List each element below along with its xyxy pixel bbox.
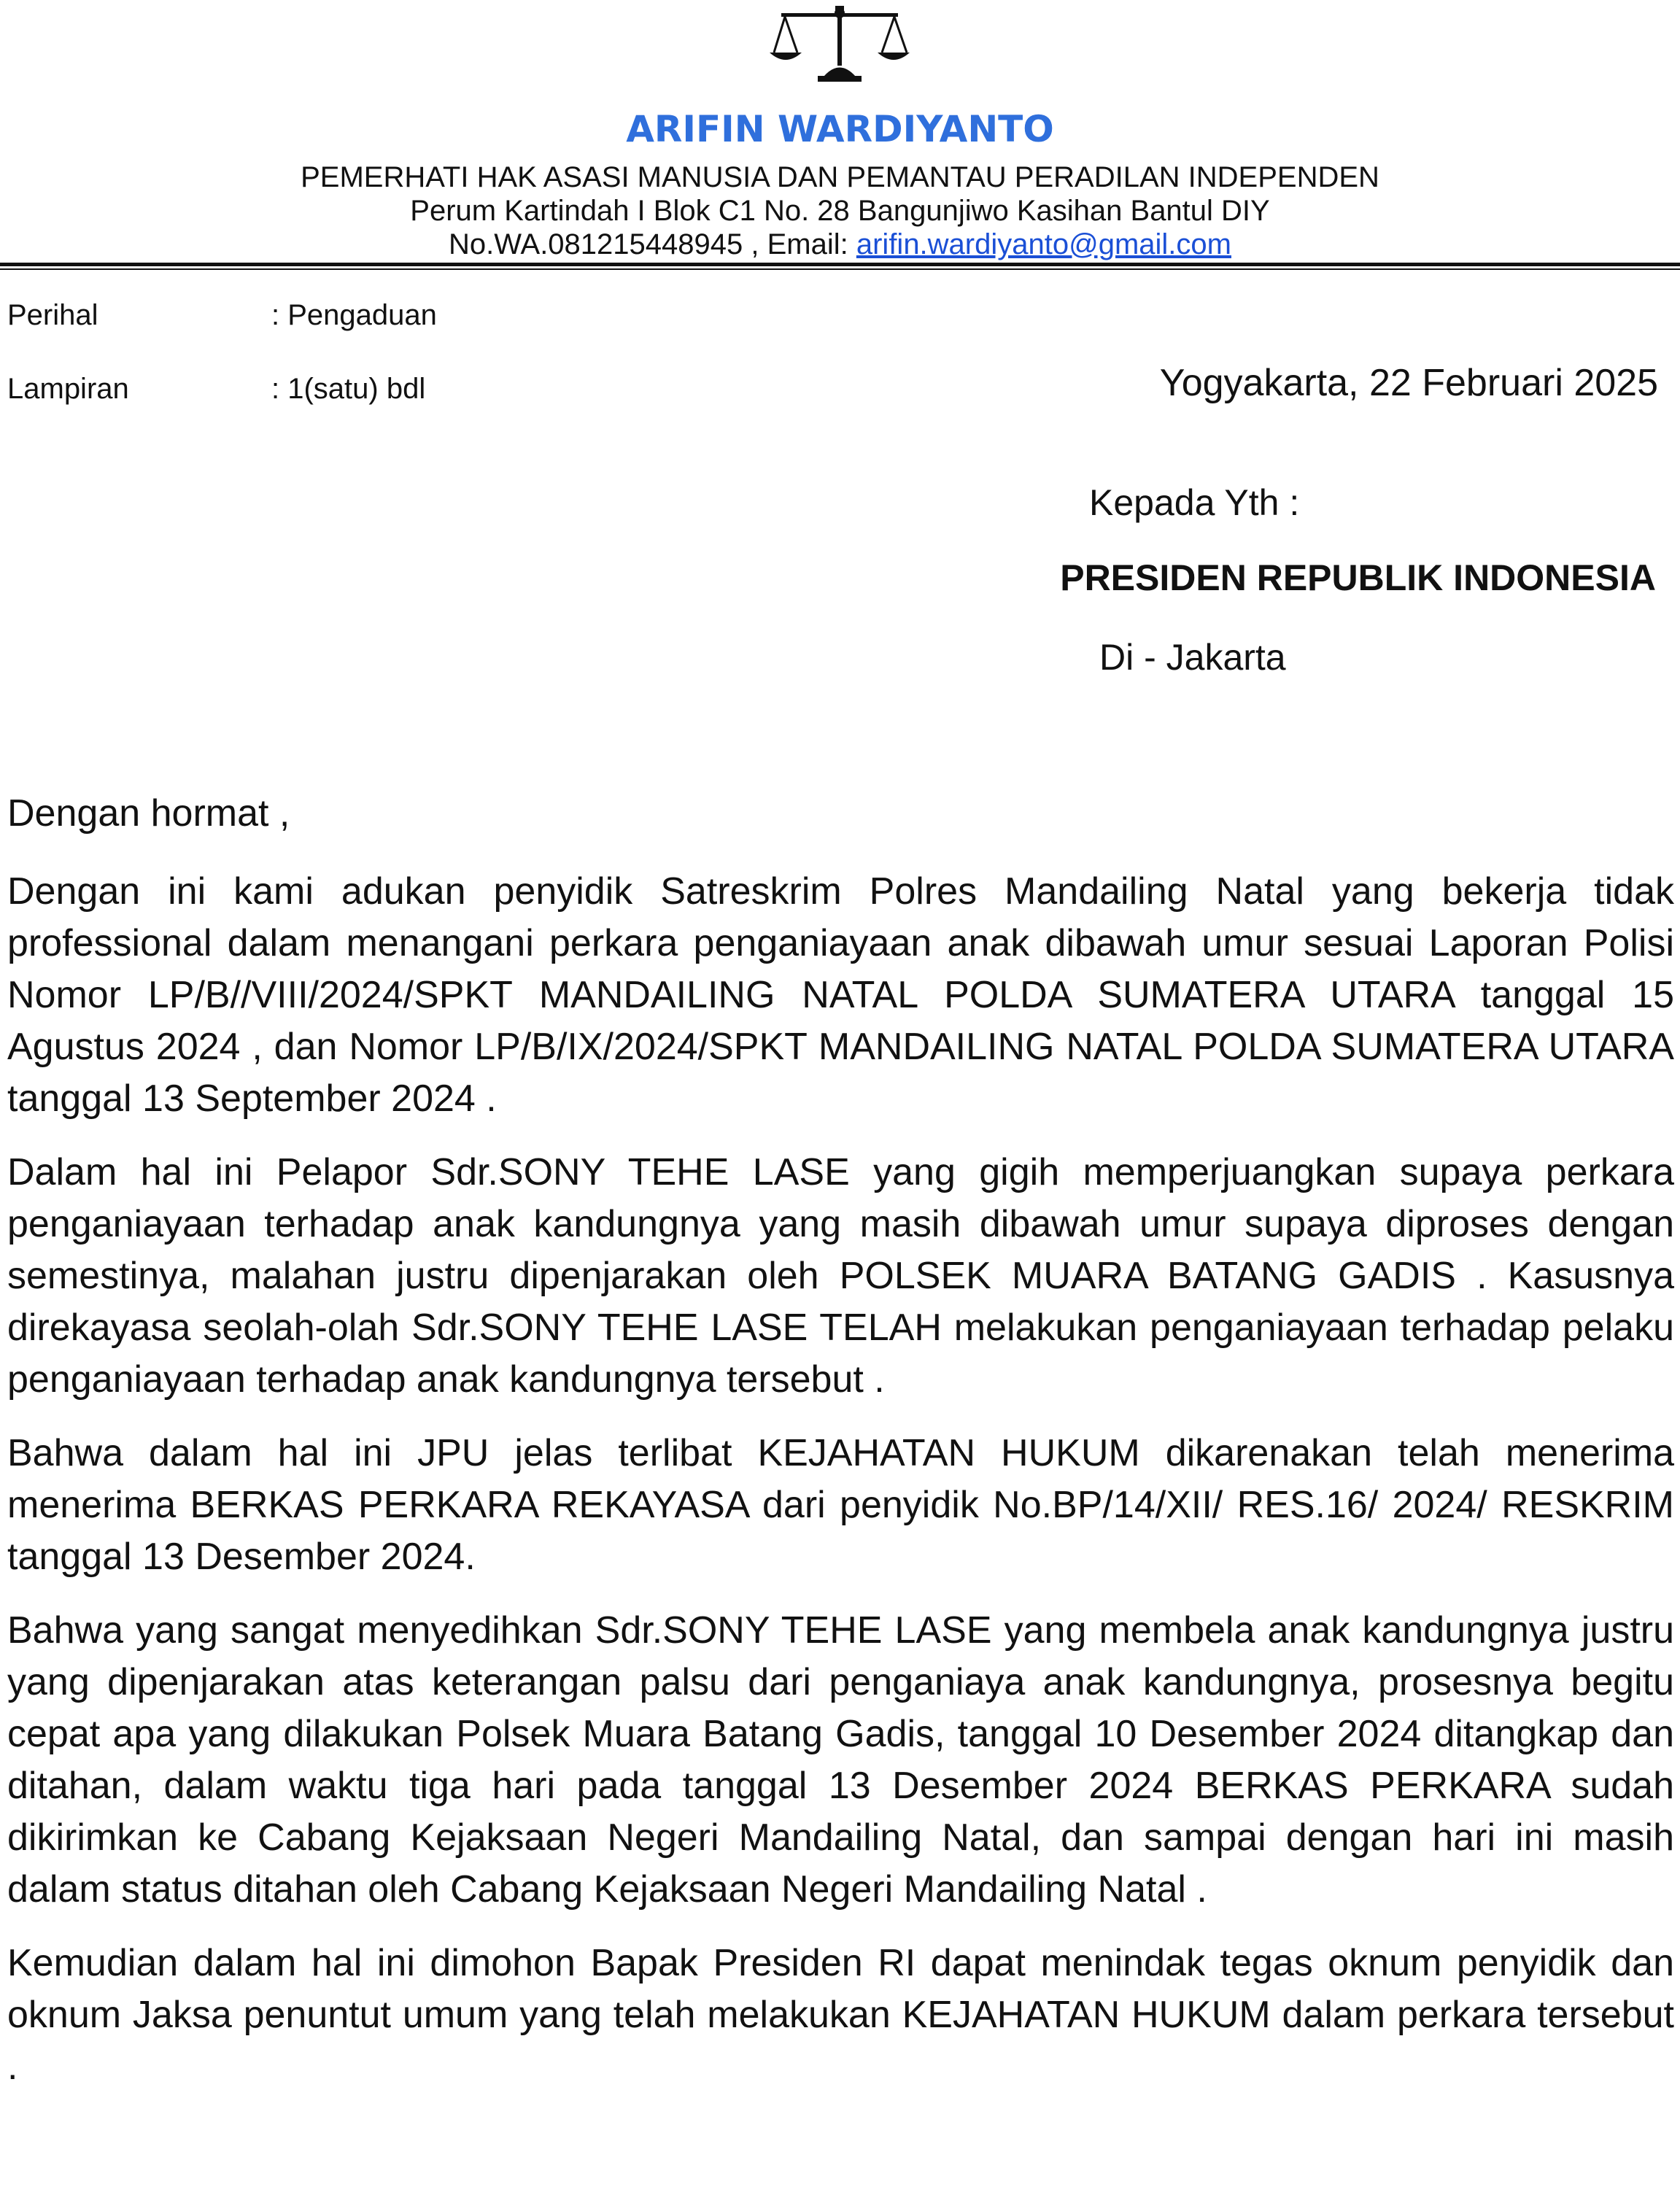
perihal-label: Perihal bbox=[7, 299, 98, 331]
contact-phone: No.WA.081215448945 , Email: bbox=[449, 228, 856, 260]
header-divider-thin bbox=[0, 268, 1680, 270]
scales-of-justice-icon bbox=[767, 0, 913, 84]
letterhead-contact bbox=[0, 228, 1680, 261]
letterhead-name: ARIFIN WARDIYANTO bbox=[626, 108, 1054, 150]
recipient-location: Di - Jakarta bbox=[1099, 637, 1286, 678]
letter-body bbox=[7, 866, 1674, 2115]
salutation: Dengan hormat , bbox=[7, 792, 290, 835]
body-paragraph-4: Bahwa yang sangat menyedihkan Sdr.SONY TEHE LASE yang membela anak kandungnya justru yang dipenjarakan atas keterangan palsu dari penganiaya anak kandungnya, prosesnya begitu cepat apa yang dilakukan Polsek Muara Batang Gadis, tanggal 10 Desember 2024 ditangkap dan ditahan, dalam waktu tiga hari pada tanggal 13 Desember 2024 BERKAS PERKARA sudah dikirimkan ke Cabang Kejaksaan Negeri Mandailing Natal, dan sampai dengan hari ini masih dalam status ditahan oleh Cabang Kejaksaan Negeri Mandailing Natal . bbox=[7, 1609, 1674, 1911]
body-paragraph-2: Dalam hal ini Pelapor Sdr.SONY TEHE LASE yang gigih memperjuangkan supaya perkara penganiayaan terhadap anak kandungnya yang masih dibawah umur supaya diproses dengan semestinya, malahan justru dipenjarakan oleh POLSEK MUARA BATANG GADIS . Kasusnya direkayasa seolah-olah Sdr.SONY TEHE LASE TELAH melakukan penganiayaan terhadap pelaku penganiayaan terhadap anak kandungnya tersebut . bbox=[7, 1151, 1674, 1401]
recipient-greeting: Kepada Yth : bbox=[1089, 482, 1300, 523]
lampiran-label: Lampiran bbox=[7, 373, 129, 405]
letterhead-address: Perum Kartindah I Blok C1 No. 28 Bangunjiwo Kasihan Bantul DIY bbox=[410, 195, 1270, 227]
lampiran-value: : 1(satu) bdl bbox=[271, 373, 426, 405]
email-link[interactable]: arifin.wardiyanto@gmail.com bbox=[856, 228, 1231, 260]
letter-date: Yogyakarta, 22 Februari 2025 bbox=[1159, 362, 1658, 404]
body-paragraph-1: Dengan ini kami adukan penyidik Satreskrim Polres Mandailing Natal yang bekerja tidak professional dalam menangani perkara penganiayaan anak dibawah umur sesuai Laporan Polisi Nomor LP/B//VIII/2024/SPKT MANDAILING NATAL POLDA SUMATERA UTARA tanggal 15 Agustus 2024 , dan Nomor LP/B/IX/2024/SPKT MANDAILING NATAL POLDA SUMATERA UTARA tanggal 13 September 2024 . bbox=[7, 870, 1674, 1120]
body-paragraph-3: Bahwa dalam hal ini JPU jelas terlibat KEJAHATAN HUKUM dikarenakan telah menerima menerima BERKAS PERKARA REKAYASA dari penyidik No.BP/14/XII/ RES.16/ 2024/ RESKRIM tanggal 13 Desember 2024. bbox=[7, 1432, 1674, 1578]
perihal-value: : Pengaduan bbox=[271, 299, 437, 331]
recipient-name: PRESIDEN REPUBLIK INDONESIA bbox=[1060, 557, 1656, 598]
body-paragraph-5: Kemudian dalam hal ini dimohon Bapak Presiden RI dapat menindak tegas oknum penyidik dan oknum Jaksa penuntut umum yang telah melakukan KEJAHATAN HUKUM dalam perkara tersebut . bbox=[7, 1942, 1674, 2088]
letterhead-subtitle: PEMERHATI HAK ASASI MANUSIA DAN PEMANTAU PERADILAN INDEPENDEN bbox=[301, 161, 1379, 193]
header-divider bbox=[0, 263, 1680, 266]
